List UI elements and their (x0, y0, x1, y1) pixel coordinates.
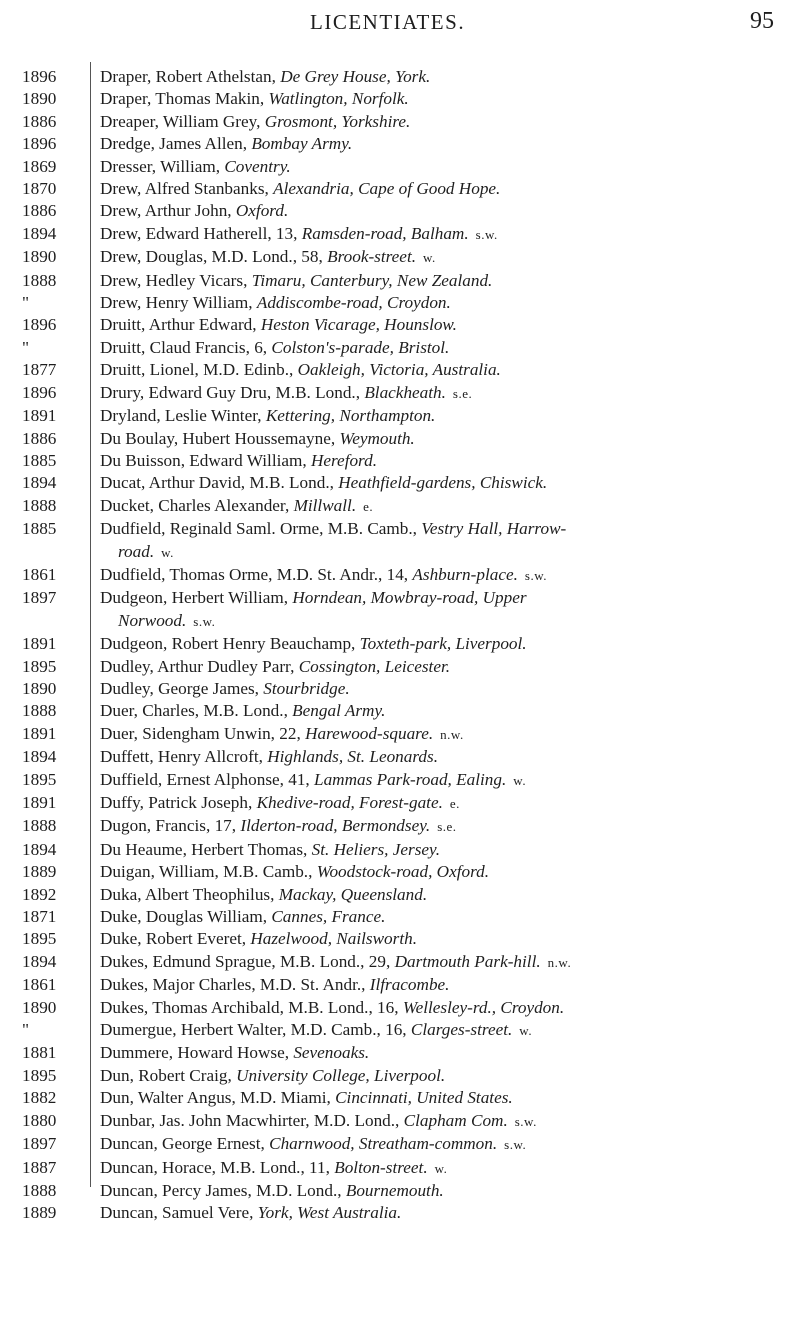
entry-text (82, 472, 547, 494)
entry-name: Drew, Edward Hatherell, 13, (100, 223, 302, 243)
entry-text (82, 997, 564, 1019)
entry-text (82, 382, 472, 405)
entry-name: Dugon, Francis, 17, (100, 816, 241, 836)
entry-name: Dudgeon, Robert Henry Beauchamp, (100, 634, 360, 654)
entry-text (82, 746, 438, 768)
entry-postal-district: e. (442, 796, 460, 811)
entry-year: 1882 (22, 1088, 57, 1108)
entry-row (0, 292, 800, 314)
entry-text (82, 66, 430, 88)
entry-address: Ilfracombe. (369, 975, 450, 995)
entry-row (0, 839, 800, 861)
entry-year: 1895 (22, 1065, 57, 1085)
entry-row (0, 769, 800, 792)
entry-year: 1896 (22, 134, 57, 154)
page-number: 95 (750, 8, 774, 34)
entry-text (82, 1087, 513, 1109)
entry-address: Clarges-street. (410, 1020, 513, 1040)
entry-address: Woodstock-road, Oxford. (316, 862, 490, 882)
entry-address: Watlington, Norfolk. (268, 89, 409, 109)
entry-name: Duer, Sidengham Unwin, 22, (100, 723, 306, 743)
entry-address: Dartmouth Park-hill. (394, 951, 541, 971)
entry-text (82, 88, 409, 110)
entry-row (0, 928, 800, 950)
entry-year: 1886 (22, 111, 57, 131)
entry-address: Heston Vicarage, Hounslow. (260, 315, 457, 335)
entry-address: Horndean, Mowbray-road, Upper (292, 588, 527, 608)
entry-address: Millwall. (293, 495, 357, 515)
entry-year: 1897 (22, 588, 57, 608)
entry-row (0, 133, 800, 155)
entry-address: Hereford. (310, 450, 377, 470)
entry-address: St. Heliers, Jersey. (311, 839, 441, 859)
entry-address: road. (118, 541, 155, 561)
entry-row (0, 382, 800, 405)
entry-year: 1871 (22, 907, 57, 927)
entry-row (0, 997, 800, 1019)
entry-name: Dudley, Arthur Dudley Parr, (100, 656, 299, 676)
entry-postal-district: e. (356, 498, 374, 514)
entry-year: 1895 (22, 656, 57, 676)
entry-year: 1887 (22, 1157, 57, 1177)
entry-year: 1869 (22, 156, 57, 176)
entry-row (0, 111, 800, 133)
entry-name: Draper, Thomas Makin, (100, 89, 269, 109)
entry-row (0, 1180, 800, 1202)
entry-row (0, 564, 800, 587)
entry-name: Dun, Walter Angus, M.D. Miami, (100, 1088, 336, 1108)
entry-text (82, 1065, 445, 1087)
entry-row (0, 246, 800, 269)
entry-postal-district: w. (512, 1023, 533, 1039)
entry-row (0, 314, 800, 336)
entry-year: 1891 (22, 634, 57, 654)
entry-address: De Grey House, York. (280, 67, 431, 86)
entry-year: 1885 (22, 519, 57, 539)
entry-address: Alexandria, Cape of Good Hope. (273, 179, 501, 199)
entry-year: 1892 (22, 884, 57, 904)
entry-postal-district: s.w. (186, 613, 216, 629)
entry-year: 1894 (22, 747, 57, 767)
entry-year: 1890 (22, 997, 57, 1017)
entry-row (0, 428, 800, 450)
entry-year: 1888 (22, 495, 57, 515)
entry-year: 1896 (22, 382, 57, 402)
entry-name: Duncan, Percy James, M.D. Lond., (100, 1180, 346, 1200)
entry-row (0, 587, 800, 609)
entry-year: 1888 (22, 816, 57, 836)
entry-year: 1891 (22, 793, 57, 812)
entry-text (82, 815, 457, 838)
entry-address: Harewood-square. (305, 723, 434, 743)
entry-address: Mackay, Queensland. (278, 884, 428, 904)
entry-name: Dreaper, William Grey, (100, 111, 265, 131)
entry-address: Blackheath. (364, 382, 446, 402)
entry-row (0, 815, 800, 838)
page-header (0, 10, 800, 40)
entry-name: Duigan, William, M.B. Camb., (100, 862, 317, 882)
entry-year: 1888 (22, 1180, 57, 1200)
entry-row (0, 518, 800, 540)
entry-year: 1890 (22, 89, 57, 109)
entry-row (0, 951, 800, 974)
entry-postal-district: w. (427, 1160, 448, 1176)
entry-name: Du Boulay, Hubert Houssemayne, (100, 428, 340, 448)
entry-text (82, 495, 373, 518)
entry-text (82, 292, 451, 314)
entry-year: 1894 (22, 473, 57, 493)
entry-address: Bombay Army. (251, 134, 353, 154)
entry-year: 1895 (22, 769, 57, 789)
entry-year: 1889 (22, 862, 57, 882)
entry-year: 1897 (22, 1134, 57, 1154)
entry-name: Dredge, James Allen, (100, 134, 252, 154)
entry-name: Druitt, Arthur Edward, (100, 315, 261, 335)
entry-text (82, 633, 527, 655)
entry-row (0, 746, 800, 768)
entry-year: 1880 (22, 1110, 57, 1130)
entry-text (82, 337, 449, 359)
entry-name: Dumergue, Herbert Walter, M.D. Camb., 16, (100, 1020, 411, 1040)
entry-name: Drew, Alfred Stanbanks, (100, 179, 274, 199)
entry-address: Norwood. (118, 610, 187, 630)
entry-text (82, 1157, 447, 1180)
entry-year: 1890 (22, 247, 57, 267)
entry-text (82, 223, 498, 246)
entry-postal-district: s.w. (517, 567, 547, 583)
entry-name: Drew, Henry William, (100, 293, 257, 313)
entry-text (82, 1180, 444, 1202)
entry-row (0, 1202, 800, 1224)
entry-address: York, West Australia. (257, 1203, 402, 1223)
entry-year: 1861 (22, 975, 57, 995)
entry-text (82, 974, 449, 996)
entry-text (82, 1133, 526, 1156)
entry-name: Dunbar, Jas. John Macwhirter, M.D. Lond., (100, 1110, 404, 1130)
entry-text (82, 839, 440, 861)
entry-address: Kettering, Northampton. (265, 406, 436, 426)
entry-row (0, 88, 800, 110)
entry-text (82, 270, 492, 292)
entry-row (0, 495, 800, 518)
entry-row (0, 792, 800, 815)
entry-postal-district: w. (506, 772, 527, 788)
entry-row (0, 450, 800, 472)
entry-address: Timaru, Canterbury, New Zealand. (251, 270, 493, 290)
entry-name: Dukes, Thomas Archibald, M.B. Lond., 16, (100, 997, 403, 1017)
entry-row (0, 200, 800, 222)
entry-address: Colston's-parade, Bristol. (271, 337, 450, 357)
entry-row (0, 723, 800, 746)
entry-text (82, 700, 385, 722)
entry-row (0, 359, 800, 381)
entry-address: Ashburn-place. (412, 564, 518, 584)
entry-address: Hazelwood, Nailsworth. (250, 929, 417, 949)
entry-text (82, 359, 501, 381)
entry-text (82, 178, 500, 200)
entry-row (0, 610, 800, 633)
entry-year: 1888 (22, 701, 57, 721)
entry-name: Duncan, Horace, M.B. Lond., 11, (100, 1157, 335, 1177)
entry-row (0, 337, 800, 359)
entry-text (82, 656, 450, 678)
entry-text (82, 610, 215, 633)
entry-name: Du Heaume, Herbert Thomas, (100, 839, 312, 859)
entry-row (0, 700, 800, 722)
entry-text (82, 587, 527, 609)
entry-year: 1889 (22, 1203, 57, 1223)
entry-year: 1888 (22, 270, 57, 290)
entry-address: Khedive-road, Forest-gate. (256, 793, 443, 812)
entry-name: Dryland, Leslie Winter, (100, 406, 266, 426)
entry-name: Duer, Charles, M.B. Lond., (100, 701, 293, 721)
entry-row (0, 1065, 800, 1087)
entry-row (0, 1087, 800, 1109)
entry-address: Charnwood, Streatham-common. (269, 1134, 498, 1154)
entry-year: 1894 (22, 951, 57, 971)
entry-row (0, 223, 800, 246)
entry-name: Dudfield, Thomas Orme, M.D. St. Andr., 14, (100, 564, 413, 584)
entry-name: Ducat, Arthur David, M.B. Lond., (100, 473, 339, 493)
entry-address: Ramsden-road, Balham. (301, 223, 469, 243)
entry-name: Dun, Robert Craig, (100, 1065, 237, 1085)
entry-row (0, 541, 800, 564)
entry-year: 1891 (22, 723, 57, 743)
entry-postal-district: n.w. (433, 726, 464, 742)
entry-address: Cannes, France. (271, 907, 386, 927)
entry-text (82, 1110, 537, 1133)
entry-text (82, 861, 489, 883)
entry-postal-district: w. (154, 544, 174, 560)
entry-row (0, 1157, 800, 1180)
entry-text (82, 769, 526, 792)
entry-text (82, 518, 566, 540)
entry-name: Dudgeon, Herbert William, (100, 588, 293, 608)
entry-name: Dresser, William, (100, 156, 225, 176)
entry-row (0, 270, 800, 292)
entry-year: 1890 (22, 678, 57, 698)
entry-year: 1895 (22, 929, 57, 949)
entry-name: Duffy, Patrick Joseph, (100, 793, 257, 812)
entry-name: Draper, Robert Athelstan, (100, 67, 281, 86)
entry-name: Dudley, George James, (100, 678, 264, 698)
entry-year: 1886 (22, 428, 57, 448)
running-head: LICENTIATES. (310, 10, 466, 34)
entry-address: Brook-street. (327, 247, 417, 267)
entry-name: Dudfield, Reginald Saml. Orme, M.B. Camb., (100, 519, 422, 539)
entry-text (82, 1019, 532, 1042)
entry-address: Wellesley-rd., Croydon. (402, 997, 565, 1017)
entry-address: Toxteth-park, Liverpool. (359, 634, 527, 654)
entry-name: Drew, Arthur John, (100, 201, 236, 221)
entry-name: Drew, Douglas, M.D. Lond., 58, (100, 247, 328, 267)
entry-name: Drew, Hedley Vicars, (100, 270, 252, 290)
entry-postal-district: s.w. (507, 1113, 537, 1129)
entry-text (82, 564, 547, 587)
entry-row (0, 472, 800, 494)
entry-address: Lammas Park-road, Ealing. (314, 769, 507, 789)
entry-postal-district: s.w. (468, 226, 498, 242)
entry-text (82, 723, 464, 746)
entry-text (82, 1042, 369, 1064)
entry-address: Cossington, Leicester. (298, 656, 451, 676)
entry-row (0, 1019, 800, 1042)
entry-text (82, 678, 350, 700)
entry-postal-district: w. (416, 250, 436, 266)
entry-address: University College, Liverpool. (236, 1065, 446, 1085)
entry-address: Clapham Com. (403, 1110, 508, 1130)
entry-row (0, 1133, 800, 1156)
entry-text (82, 928, 417, 950)
entry-name: Druitt, Lionel, M.D. Edinb., (100, 360, 298, 380)
entry-row (0, 405, 800, 427)
entry-text (82, 884, 427, 906)
entry-year: 1881 (22, 1043, 57, 1063)
entry-address: Ilderton-road, Bermondsey. (240, 816, 431, 836)
entry-year: 1896 (22, 315, 57, 335)
entry-text (82, 792, 460, 815)
entry-name: Duffield, Ernest Alphonse, 41, (100, 769, 315, 789)
entry-address: Heathfield-gardens, Chiswick. (338, 473, 548, 493)
entry-year: 1886 (22, 201, 57, 221)
entry-name: Duka, Albert Theophilus, (100, 884, 279, 904)
entry-text (82, 541, 174, 564)
entry-row (0, 884, 800, 906)
entry-name: Duke, Douglas William, (100, 907, 272, 927)
entry-name: Dukes, Major Charles, M.D. St. Andr., (100, 975, 370, 995)
entry-address: Stourbridge. (263, 678, 350, 698)
entry-year: 1896 (22, 67, 57, 86)
entry-postal-district: s.w. (497, 1137, 527, 1153)
entry-year: " (22, 1020, 30, 1040)
entry-year: 1877 (22, 360, 57, 380)
entry-text (82, 405, 435, 427)
entry-name: Duffett, Henry Allcroft, (100, 747, 268, 767)
entry-row (0, 1110, 800, 1133)
entry-name: Duncan, Samuel Vere, (100, 1203, 258, 1223)
entry-address: Addiscombe-road, Croydon. (256, 293, 451, 313)
entry-address: Vestry Hall, Harrow- (421, 519, 567, 539)
entry-text (82, 314, 457, 336)
entry-row (0, 678, 800, 700)
entry-row (0, 974, 800, 996)
entry-name: Dukes, Edmund Sprague, M.B. Lond., 29, (100, 951, 395, 971)
entry-postal-district: s.e. (430, 819, 457, 835)
entry-address: Cincinnati, United States. (335, 1088, 513, 1108)
entry-text (82, 1202, 401, 1224)
entry-row (0, 66, 800, 88)
entries-list (0, 66, 800, 1225)
entry-year: 1870 (22, 179, 57, 199)
entry-address: Grosmont, Yorkshire. (264, 111, 411, 131)
entry-text (82, 111, 410, 133)
entry-name: Duke, Robert Everet, (100, 929, 251, 949)
entry-address: Highlands, St. Leonards. (267, 747, 438, 767)
entry-year: 1894 (22, 839, 57, 859)
entry-year: " (22, 337, 30, 357)
entry-postal-district: n.w. (540, 954, 572, 970)
entry-address: Bolton-street. (334, 1157, 428, 1177)
entry-row (0, 861, 800, 883)
entry-year: 1894 (22, 223, 57, 243)
entry-text (82, 428, 415, 450)
entry-name: Drury, Edward Guy Dru, M.B. Lond., (100, 382, 365, 402)
entry-year: 1891 (22, 406, 57, 426)
entry-postal-district: s.e. (445, 385, 473, 401)
entry-address: Coventry. (224, 156, 291, 176)
entry-row (0, 1042, 800, 1064)
entry-address: Weymouth. (339, 428, 415, 448)
entry-row (0, 633, 800, 655)
entry-address: Oxford. (235, 201, 289, 221)
entry-text (82, 951, 571, 974)
entry-text (82, 156, 291, 178)
entry-text (82, 133, 352, 155)
entry-address: Oakleigh, Victoria, Australia. (297, 360, 501, 380)
entry-year: " (22, 293, 30, 313)
entry-name: Ducket, Charles Alexander, (100, 495, 294, 515)
entry-name: Du Buisson, Edward William, (100, 450, 311, 470)
entry-name: Dummere, Howard Howse, (100, 1043, 294, 1063)
entry-address: Bournemouth. (345, 1180, 444, 1200)
entry-name: Duncan, George Ernest, (100, 1134, 270, 1154)
entry-address: Sevenoaks. (293, 1043, 370, 1063)
entry-row (0, 656, 800, 678)
entry-name: Druitt, Claud Francis, 6, (100, 337, 272, 357)
entry-year: 1861 (22, 564, 57, 584)
entry-text (82, 200, 288, 222)
entry-text (82, 906, 385, 928)
entry-year: 1885 (22, 450, 57, 470)
entry-row (0, 156, 800, 178)
entry-row (0, 178, 800, 200)
entry-row (0, 906, 800, 928)
entry-text (82, 450, 377, 472)
entry-address: Bengal Army. (292, 701, 386, 721)
entry-text (82, 246, 436, 269)
